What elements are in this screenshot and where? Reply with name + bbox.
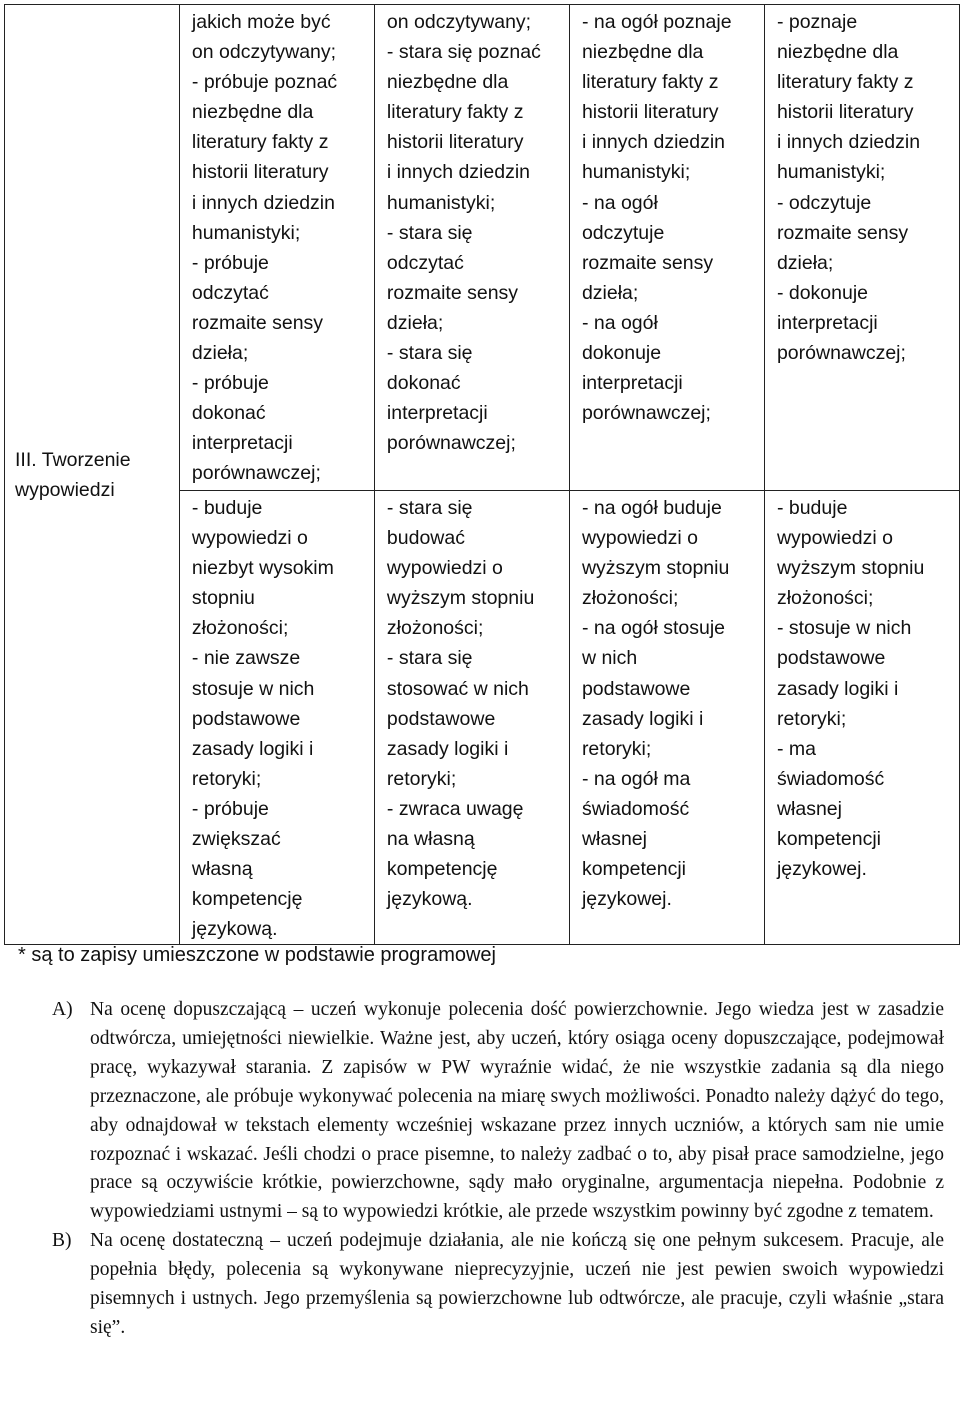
- list-item: [52, 1227, 944, 1343]
- list-item: [52, 996, 944, 1227]
- cell-text: jakich może być on odczytywany; - próbuje poznać niezbędne dla literatury fakty z historii literatury i innych dziedzin humanistyki; - próbuje odczytać rozmaite sensy dzieła; - próbuje dokonać interpretacji porównawczej;: [191, 11, 338, 485]
- table-cell: [374, 5, 569, 491]
- cell-text: - poznaje niezbędne dla literatury fakty z historii literatury i innych dziedzin humanistyki; - odczytuje rozmaite sensy dzieła; - dokonuje interpretacji porównawczej;: [776, 11, 921, 365]
- criteria-table: [4, 4, 960, 945]
- table-cell: [374, 491, 569, 945]
- table-cell: [179, 491, 374, 945]
- cell-text: - na ogół buduje wypowiedzi o wyższym stopniu złożoności; - na ogół stosuje w nich podstawowe zasady logiki i retoryki; - na ogół ma świadomość własnej kompetencji językowej.: [581, 497, 730, 911]
- cell-text: - buduje wypowiedzi o wyższym stopniu złożoności; - stosuje w nich podstawowe zasady logiki i retoryki; - ma świadomość własnej kompetencji językowej.: [776, 497, 925, 881]
- table-row: [5, 5, 960, 491]
- cell-text: - stara się budować wypowiedzi o wyższym stopniu złożoności; - stara się stosować w nich podstawowe zasady logiki i retoryki; - zwraca uwagę na własną kompetencję językową.: [386, 497, 535, 911]
- table-cell: [569, 5, 764, 491]
- section-label-cell: [5, 5, 180, 945]
- cell-text: - na ogół poznaje niezbędne dla literatury fakty z historii literatury i innych dziedzin humanistyki; - na ogół odczytuje rozmaite sensy dzieła; - na ogół dokonuje interpretacji porównawczej;: [581, 11, 732, 425]
- cell-text: on odczytywany; - stara się poznać niezbędne dla literatury fakty z historii literatury i innych dziedzin humanistyki; - stara się odczytać rozmaite sensy dzieła; - stara się dokonać interpretacji porównawczej;: [386, 11, 541, 455]
- table-cell: [764, 491, 959, 945]
- footnote: * są to zapisy umieszczone w podstawie programowej: [18, 944, 496, 966]
- note-text: Na ocenę dopuszczającą – uczeń wykonuje polecenia dość powierzchownie. Jego wiedza jest w zasadzie odtwórcza, umiejętności niewielkie. Ważne jest, aby uczeń, który osiąga oceny dopuszczające, podejmował pracę, wykazywał starania. Z zapisów w PW wyraźnie widać, że nie wszystkie zadania są dla niego przeznaczone, ale próbuje wykonywać polecenia na miarę swych możliwości. Ponadto należy dążyć do tego, aby odnajdował w tekstach elementy wcześniej wskazane przez innych uczniów, a których sam nie umie rozpoznać i wskazać. Jeśli chodzi o prace pisemne, to należy zadbać o to, aby pisał prace samodzielne, jego prace są oczywiście krótkie, powierzchowne, sądy mało oryginalne, argumentacja niepełna. Podobnie z wypowiedziami ustnymi – są to wypowiedzi krótkie, ale przede wszystkim powinny być zgodne z tematem.: [90, 999, 944, 1223]
- grade-notes: [52, 996, 944, 1343]
- table-cell: [569, 491, 764, 945]
- note-label: B): [52, 1230, 72, 1252]
- note-label: A): [52, 999, 73, 1020]
- note-text: Na ocenę dostateczną – uczeń podejmuje działania, ale nie kończą się one pełnym sukcesem. Pracuje, ale popełnia błędy, polecenia są wykonywane nieprecyzyjnie, uczeń nie jest pewien swoich wypowiedzi pisemnych i ustnych. Jego przemyślenia są powierzchowne lub odtwórcze, ale pracuje, czyli właśnie „stara się”.: [90, 1230, 944, 1338]
- table-cell: [764, 5, 959, 491]
- cell-text: - buduje wypowiedzi o niezbyt wysokim stopniu złożoności; - nie zawsze stosuje w nich podstawowe zasady logiki i retoryki; - próbuje zwiększać własną kompetencję językową.: [191, 497, 334, 941]
- table-cell: [179, 5, 374, 491]
- section-label: III. Tworzenie wypowiedzi: [15, 448, 131, 501]
